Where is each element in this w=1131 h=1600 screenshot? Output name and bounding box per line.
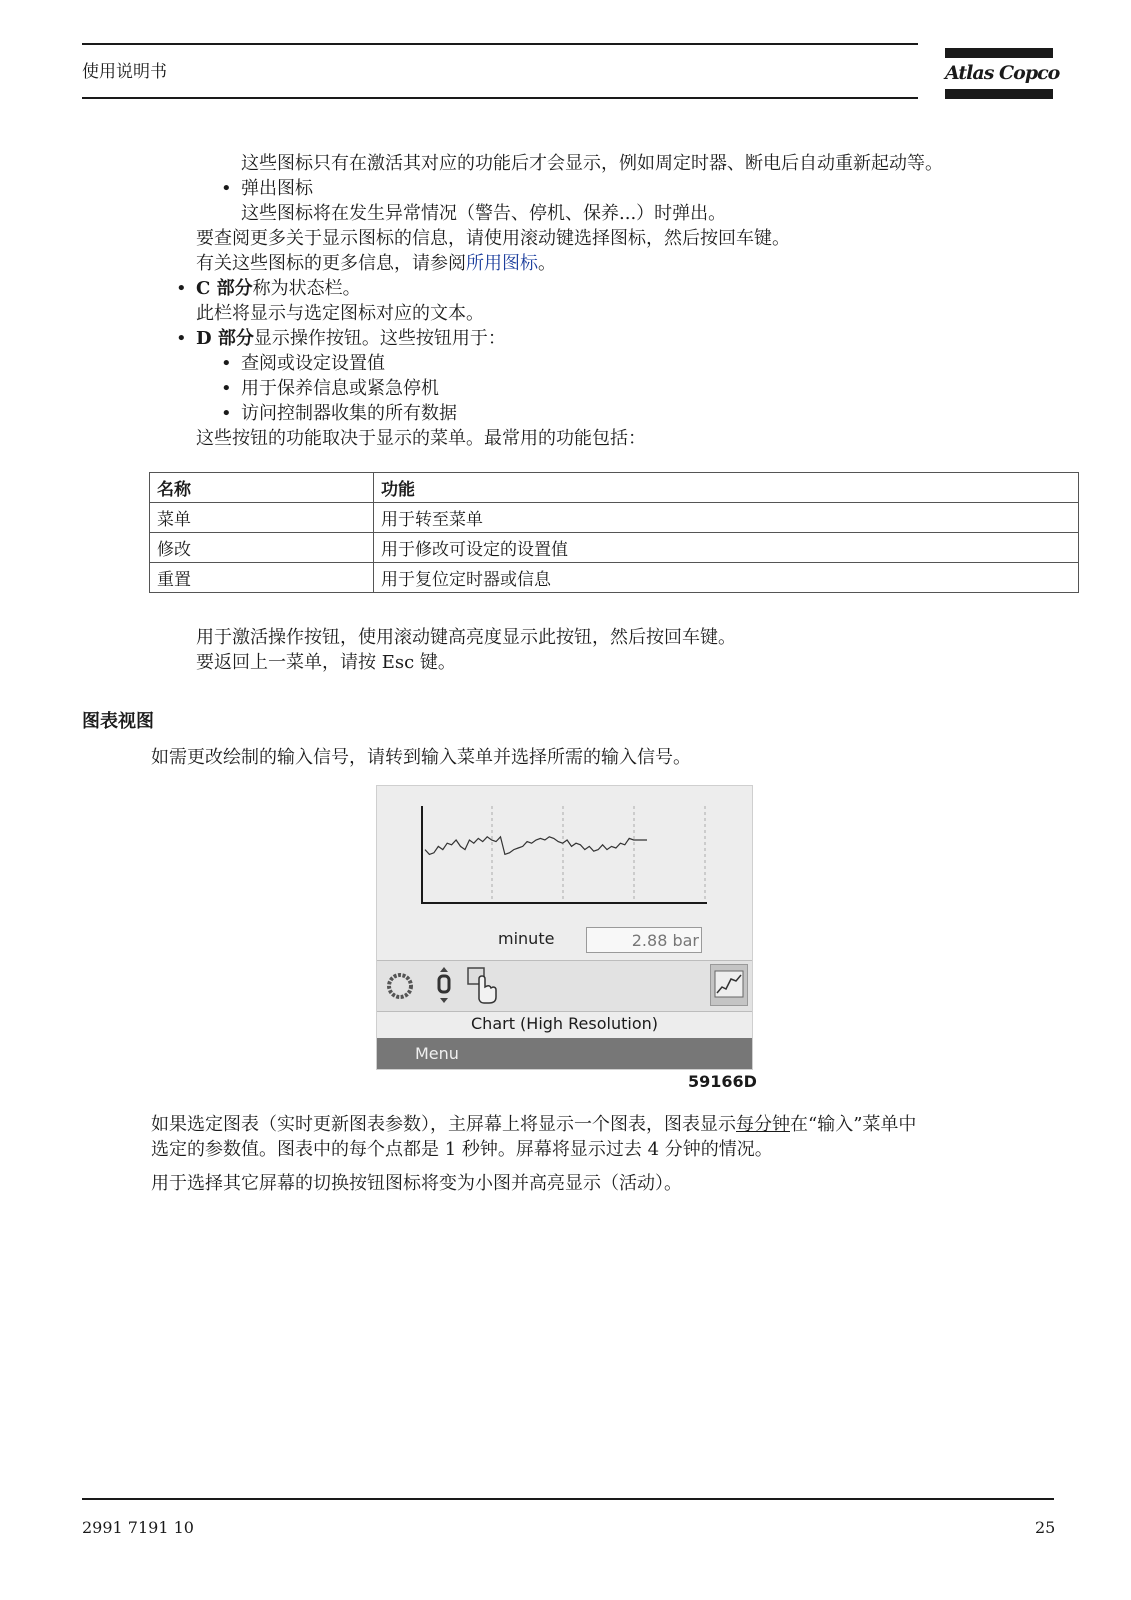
hand-pointer-icon[interactable] [465,965,499,1005]
section-d-label: D 部分 [196,328,254,349]
section-d-line [196,327,506,351]
more-info-line: 要查阅更多关于显示图标的信息，请使用滚动键选择图标，然后按回车键。 [196,228,790,249]
current-value-display: 2.88 bar [586,927,702,953]
menu-button-label[interactable]: Menu [415,1044,459,1063]
series-line [425,837,647,855]
d-summary: 这些按钮的功能取决于显示的菜单。最常用的功能包括： [196,428,646,449]
after-table-line-2: 要返回上一菜单，请按 Esc 键。 [196,652,456,673]
function-table [149,472,1079,593]
section-c-text: 称为状态栏。 [252,278,361,299]
reference-prefix: 有关这些图标的更多信息，请参阅 [196,253,466,274]
section-c-description: 此栏将显示与选定图标对应的文本。 [196,303,484,324]
icons-used-link[interactable]: 所用图标 [466,253,538,274]
table-row [150,533,1079,563]
para1-underlined: 每分钟 [736,1114,790,1135]
reference-suffix: 。 [538,253,556,274]
menu-bar[interactable] [377,1038,752,1069]
atlas-copco-logo [945,48,1060,100]
section-heading-chart-view: 图表视图 [82,711,154,732]
table-header-row [150,473,1079,503]
icon-strip [377,960,752,1012]
header-top-rule [82,43,918,45]
bullet-marker: • [221,403,232,424]
ring-icon[interactable] [385,971,415,1001]
table-header-cell: 名称 [150,473,374,503]
chart-plot [377,786,752,926]
after-table-line-1: 用于激活操作按钮，使用滚动键高亮度显示此按钮，然后按回车键。 [196,627,736,648]
figure-id: 59166D [688,1072,757,1091]
para1-prefix: 如果选定图表（实时更新图表参数），主屏幕上将显示一个图表，图表显示 [151,1114,736,1135]
table-cell: 修改 [150,533,374,563]
table-cell: 用于修改可设定的设置值 [374,533,1079,563]
d-item: 查阅或设定设置值 [241,353,385,374]
popup-icons-description: 这些图标将在发生异常情况（警告、停机、保养...）时弹出。 [241,203,727,224]
table-row [150,563,1079,593]
d-item: 访问控制器收集的所有数据 [241,403,457,424]
chart-paragraph-1-line-2: 选定的参数值。图表中的每个点都是 1 秒钟。屏幕将显示过去 4 分钟的情况。 [151,1139,773,1160]
section-c-line [196,277,361,301]
chart-intro: 如需更改绘制的输入信号，请转到输入菜单并选择所需的输入信号。 [151,747,691,768]
bullet-marker: • [221,178,232,199]
table-cell: 用于复位定时器或信息 [374,563,1079,593]
section-c-label: C 部分 [196,278,253,299]
table-cell: 菜单 [150,503,374,533]
logo-text: Atlas Copco [945,62,1060,84]
bullet-popup-icons: 弹出图标 [241,178,313,199]
page-number: 25 [1035,1518,1056,1537]
bullet-marker: • [221,378,232,399]
section-d-text: 显示操作按钮。这些按钮用于： [253,328,506,349]
chart-paragraph-1 [151,1113,916,1137]
chart-tab-icon[interactable] [710,964,748,1006]
status-bar-text: Chart (High Resolution) [471,1014,658,1033]
table-header-cell: 功能 [374,473,1079,503]
header-title: 使用说明书 [82,62,167,82]
para1-suffix: 在“输入”菜单中 [790,1114,917,1135]
bullet-marker: • [176,278,187,299]
x-axis-label: minute [498,929,555,948]
controller-screen [376,785,753,1070]
table-cell: 重置 [150,563,374,593]
chart-paragraph-2: 用于选择其它屏幕的切换按钮图标将变为小图并高亮显示（活动）。 [151,1173,682,1194]
reference-line [196,252,556,276]
table-row [150,503,1079,533]
body-line-1: 这些图标只有在激活其对应的功能后才会显示，例如周定时器、断电后自动重新起动等。 [241,153,943,174]
scroll-adjust-icon[interactable] [433,965,455,1005]
bullet-marker: • [221,353,232,374]
document-number: 2991 7191 10 [82,1518,194,1537]
mini-chart-icon [711,965,747,1005]
table-cell: 用于转至菜单 [374,503,1079,533]
footer-rule [82,1498,1054,1500]
header-bottom-rule [82,97,918,99]
bullet-marker: • [176,328,187,349]
d-item: 用于保养信息或紧急停机 [241,378,439,399]
